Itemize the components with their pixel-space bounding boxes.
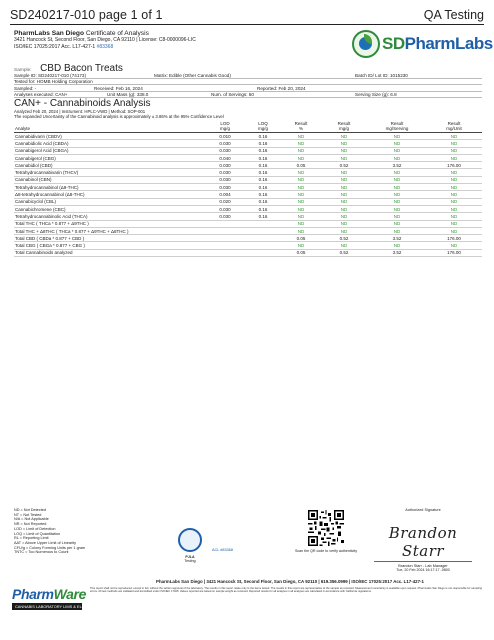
- pjla-seal: [170, 528, 210, 572]
- result-cell: ND: [282, 191, 320, 198]
- result-cell: ND: [320, 154, 368, 161]
- signature-line: [374, 561, 472, 562]
- result-cell: ND: [368, 147, 426, 154]
- result-cell: ND: [282, 133, 320, 140]
- result-cell: ND: [426, 147, 482, 154]
- result-cell: [206, 242, 244, 249]
- result-cell: 0.16: [244, 176, 282, 183]
- matrix: Matrix: Edible (Other Cannabis Good): [154, 72, 231, 78]
- result-cell: [206, 227, 244, 234]
- sample-label: Sample:: [14, 68, 32, 73]
- result-cell: ND: [282, 154, 320, 161]
- result-cell: ND: [426, 213, 482, 220]
- result-cell: ND: [368, 227, 426, 234]
- result-cell: 0.05: [282, 249, 320, 256]
- result-cell: ND: [426, 191, 482, 198]
- abbreviations-legend: [14, 508, 104, 555]
- logo-text: SDPharmLabs: [382, 34, 493, 53]
- analyte-name: Total Cannabinoids analyzed: [14, 249, 206, 256]
- result-cell: 176.00: [426, 162, 482, 169]
- abbreviation-item: AAT = Above Upper Limit of Linearity: [14, 540, 77, 545]
- table-header-row: [14, 121, 482, 133]
- lab-address: 3421 Hancock St, Second Floor, San Diego, CA 92110 | License: C8-0000096-LIC: [14, 37, 196, 43]
- result-cell: 0.52: [320, 235, 368, 242]
- analysis-info: Analyzed Feb 20, 2024 | Instrument: HPLC-VWD | Method: SOP-001: [14, 109, 146, 114]
- analyte-name: Cannabidivarin (CBDV): [14, 133, 206, 140]
- result-cell: ND: [282, 140, 320, 147]
- result-cell: 0.030: [206, 140, 244, 147]
- table-row: [14, 162, 482, 169]
- result-cell: 0.16: [244, 133, 282, 140]
- result-cell: ND: [282, 198, 320, 205]
- result-cell: 0.16: [244, 198, 282, 205]
- analyte-name: Total THC ( THCa * 0.877 + Δ9THC ): [14, 220, 206, 227]
- abbreviation-item: CFU/g = Colony Forming Units per 1 gram: [14, 545, 86, 550]
- analyses-executed: Analyses executed: CAN+: [14, 92, 68, 97]
- pharmware-tagline: CANNABIS LABORATORY LIMS & ELN: [12, 603, 82, 610]
- table-row: [14, 140, 482, 147]
- result-cell: ND: [368, 184, 426, 191]
- result-cell: 0.05: [282, 235, 320, 242]
- result-cell: ND: [368, 140, 426, 147]
- result-cell: ND: [426, 184, 482, 191]
- result-cell: 0.020: [206, 198, 244, 205]
- result-cell: ND: [282, 227, 320, 234]
- result-cell: 0.16: [244, 169, 282, 176]
- unit-mass: Unit Mass (g): 338.0: [107, 92, 149, 97]
- abbreviation-item: RL = Reporting Limit: [14, 536, 49, 541]
- result-cell: [244, 249, 282, 256]
- result-cell: ND: [320, 184, 368, 191]
- result-cell: ND: [368, 176, 426, 183]
- analyte-name: Cannabigerol Acid (CBGA): [14, 147, 206, 154]
- section-title: CAN+ - Cannabinoids Analysis: [14, 98, 151, 109]
- handwritten-signature: Brandon Starr: [388, 524, 458, 560]
- result-cell: ND: [368, 191, 426, 198]
- result-cell: 0.16: [244, 147, 282, 154]
- result-cell: ND: [368, 133, 426, 140]
- table-row: [14, 249, 482, 256]
- table-row: [14, 242, 482, 249]
- result-cell: [244, 242, 282, 249]
- qr-caption: Scan the QR code to verify authenticity: [294, 549, 358, 553]
- signature-block: [368, 508, 478, 572]
- report-type: QA Testing: [423, 8, 484, 22]
- report-title: SD240217-010 page 1 of 1: [10, 8, 163, 22]
- accreditation-number: ACL #83368: [212, 548, 233, 552]
- result-cell: 0.040: [206, 154, 244, 161]
- result-cell: [244, 227, 282, 234]
- result-cell: ND: [368, 220, 426, 227]
- table-row: [14, 227, 482, 234]
- result-cell: 3.52: [368, 249, 426, 256]
- result-cell: 176.00: [426, 249, 482, 256]
- result-cell: 0.010: [206, 133, 244, 140]
- result-cell: ND: [282, 213, 320, 220]
- analyte-name: Tetrahydrocannabinol (Δ9-THC): [14, 184, 206, 191]
- column-header: Result mg/g: [320, 121, 368, 133]
- uncertainty-note: The expanded Uncertainty of the Cannabinoid analysis is approximately ± 3.86% at the 95% Confidence Level: [14, 114, 224, 120]
- serving-size: Serving Size (g): 6.8: [355, 92, 397, 97]
- batch-id: Batch ID/ Lot ID: 1015230: [355, 72, 408, 78]
- result-cell: 3.52: [368, 235, 426, 242]
- result-cell: ND: [282, 169, 320, 176]
- result-cell: 0.004: [206, 191, 244, 198]
- table-row: [14, 176, 482, 183]
- result-cell: ND: [282, 184, 320, 191]
- pharmware-logo: [12, 586, 86, 610]
- result-cell: 0.05: [282, 162, 320, 169]
- result-cell: ND: [426, 154, 482, 161]
- table-row: [14, 198, 482, 205]
- result-cell: 0.52: [320, 249, 368, 256]
- sample-meta: [14, 72, 482, 98]
- abbreviation-item: TNTC = Too Numerous to Count: [14, 550, 69, 555]
- result-cell: ND: [368, 169, 426, 176]
- column-header: Analyte: [14, 121, 206, 133]
- column-header: LOD mg/g: [206, 121, 244, 133]
- result-cell: ND: [368, 198, 426, 205]
- report-header: [10, 7, 484, 25]
- footer-address: PharmLabs San Diego | 3421 Hancock St, Second Floor, San Diego, CA 92110 | 619.356.0999 | ISO/IEC 17025:2017 Acc. L17-427-1: [156, 579, 424, 584]
- sd-pharmlabs-logo: [352, 30, 493, 60]
- accreditation-link[interactable]: #83368: [96, 43, 114, 50]
- table-row: [14, 133, 482, 140]
- table-row: [14, 147, 482, 154]
- disclaimer: This report shall not be reproduced, except in full, without the written approval of the laboratory. The results in this report relate only to the items tested. The results in this report are representative of the sample as received. Measurement uncertainty is available upon request. PharmLabs San Diego is not responsible for sampling errors. All test methods are validated and accredited under ISO/IEC 17025. Values reported are based on sample weight as received. Reported results for all analytes in all analyses are calculated in accordance with California regulations.: [90, 587, 482, 594]
- result-cell: ND: [320, 213, 368, 220]
- seal-text: PJLA Testing: [184, 555, 196, 564]
- analyte-name: Total CBD ( CBDa * 0.877 + CBD ): [14, 235, 206, 242]
- result-cell: ND: [282, 242, 320, 249]
- abbreviation-item: N/A = Not Applicable: [14, 517, 49, 522]
- section-subtitle: [14, 109, 434, 119]
- result-cell: ND: [368, 205, 426, 212]
- abbreviation-item: NR = Not Reported: [14, 522, 47, 527]
- result-cell: 0.030: [206, 176, 244, 183]
- result-cell: ND: [426, 220, 482, 227]
- result-cell: 0.030: [206, 147, 244, 154]
- table-row: [14, 213, 482, 220]
- result-cell: [206, 249, 244, 256]
- result-cell: ND: [320, 176, 368, 183]
- analyte-name: Tetrahydrocannabinolic Acid (THCA): [14, 213, 206, 220]
- analyte-name: Cannabinol (CBN): [14, 176, 206, 183]
- report-footer: [0, 500, 494, 640]
- result-cell: 0.030: [206, 169, 244, 176]
- result-cell: [206, 220, 244, 227]
- result-cell: 0.030: [206, 213, 244, 220]
- num-servings: Num. of Servings: 50: [211, 92, 254, 97]
- abbreviation-item: ND = Not Detected: [14, 508, 46, 512]
- column-header: Result %: [282, 121, 320, 133]
- analyte-name: Cannabigerol (CBG): [14, 154, 206, 161]
- abbreviation-item: LOD = Limit of Detection: [14, 526, 56, 531]
- analyte-name: Total CBG ( CBGa * 0.877 + CBG ): [14, 242, 206, 249]
- result-cell: ND: [426, 140, 482, 147]
- abbreviation-item: NT = Not Tested: [14, 512, 42, 517]
- received-date: Received: Feb 16, 2024: [94, 85, 143, 91]
- column-header: LOQ mg/g: [244, 121, 282, 133]
- abbreviation-item: LOQ = Limit of Quantitation: [14, 531, 61, 536]
- lab-iso: ISO/IEC 17025:2017 Acc. L17-427-1 #83368: [14, 43, 114, 50]
- result-cell: 0.16: [244, 213, 282, 220]
- result-cell: ND: [426, 176, 482, 183]
- analyte-name: Cannabicyclol (CBL): [14, 198, 206, 205]
- result-cell: 0.16: [244, 191, 282, 198]
- cannabinoid-results-table: [14, 121, 482, 257]
- result-cell: [206, 235, 244, 242]
- table-row: [14, 184, 482, 191]
- result-cell: 0.16: [244, 140, 282, 147]
- signature-label: Authorized Signature: [405, 508, 441, 512]
- result-cell: [244, 235, 282, 242]
- result-cell: 3.52: [368, 162, 426, 169]
- analyte-name: Total THC + Δ8THC ( THCa * 0.877 + Δ9THC + Δ8THC ): [14, 227, 206, 234]
- analyte-name: Tetrahydrocannabivarin (THCV): [14, 169, 206, 176]
- lab-info: [14, 30, 314, 50]
- result-cell: ND: [320, 147, 368, 154]
- result-cell: 0.030: [206, 184, 244, 191]
- result-cell: 0.030: [206, 162, 244, 169]
- result-cell: [244, 220, 282, 227]
- result-cell: ND: [320, 198, 368, 205]
- result-cell: ND: [320, 133, 368, 140]
- result-cell: ND: [368, 154, 426, 161]
- tested-for: Tested for: HOMB Holding Corporation: [14, 79, 93, 84]
- result-cell: ND: [426, 133, 482, 140]
- result-cell: ND: [320, 140, 368, 147]
- analyte-name: Cannabidiol (CBD): [14, 162, 206, 169]
- result-cell: ND: [320, 169, 368, 176]
- result-cell: ND: [426, 205, 482, 212]
- column-header: Result mg/Serving: [368, 121, 426, 133]
- sample-id: Sample ID: SD240217-010 (74173): [14, 72, 87, 78]
- analyte-name: Δ8-tetrahydrocannabinol (Δ8-THC): [14, 191, 206, 198]
- table-row: [14, 235, 482, 242]
- result-cell: ND: [320, 191, 368, 198]
- result-cell: ND: [320, 242, 368, 249]
- accreditation-seal-icon: [178, 528, 202, 552]
- analyte-name: Cannabidiolic Acid (CBDA): [14, 140, 206, 147]
- column-header: Result mg/Unit: [426, 121, 482, 133]
- result-cell: ND: [320, 220, 368, 227]
- result-cell: 0.16: [244, 154, 282, 161]
- result-cell: ND: [282, 220, 320, 227]
- signer-name: Brandon Starr - Lab Manager: [398, 564, 448, 568]
- table-row: [14, 191, 482, 198]
- result-cell: ND: [426, 198, 482, 205]
- result-cell: 0.52: [320, 162, 368, 169]
- result-cell: 0.16: [244, 184, 282, 191]
- lab-name: PharmLabs San Diego Certificate of Analysis: [14, 30, 149, 37]
- result-cell: ND: [368, 242, 426, 249]
- result-cell: ND: [282, 147, 320, 154]
- result-cell: 0.16: [244, 162, 282, 169]
- reported-date: Reported: Feb 20, 2024: [257, 85, 306, 91]
- table-body: [14, 133, 482, 257]
- result-cell: ND: [320, 227, 368, 234]
- result-cell: ND: [426, 242, 482, 249]
- sample-name: CBD Bacon Treats: [40, 63, 123, 74]
- result-cell: 0.030: [206, 205, 244, 212]
- table-row: [14, 154, 482, 161]
- result-cell: 0.16: [244, 205, 282, 212]
- table-row: [14, 169, 482, 176]
- result-cell: ND: [282, 205, 320, 212]
- result-cell: ND: [282, 176, 320, 183]
- leaf-globe-icon: [352, 30, 380, 58]
- sampled: Sampled: -: [14, 85, 37, 91]
- pharmware-name: PharmWare: [12, 586, 86, 602]
- analyte-name: Cannabichromene (CBC): [14, 205, 206, 212]
- table-row: [14, 220, 482, 227]
- qr-code-icon[interactable]: [308, 508, 344, 548]
- result-cell: 176.00: [426, 235, 482, 242]
- result-cell: ND: [320, 205, 368, 212]
- table-row: [14, 205, 482, 212]
- signed-date: Tue, 20 Feb 2024 16:17:17 -0800: [396, 568, 450, 572]
- result-cell: ND: [426, 227, 482, 234]
- result-cell: ND: [368, 213, 426, 220]
- result-cell: ND: [426, 169, 482, 176]
